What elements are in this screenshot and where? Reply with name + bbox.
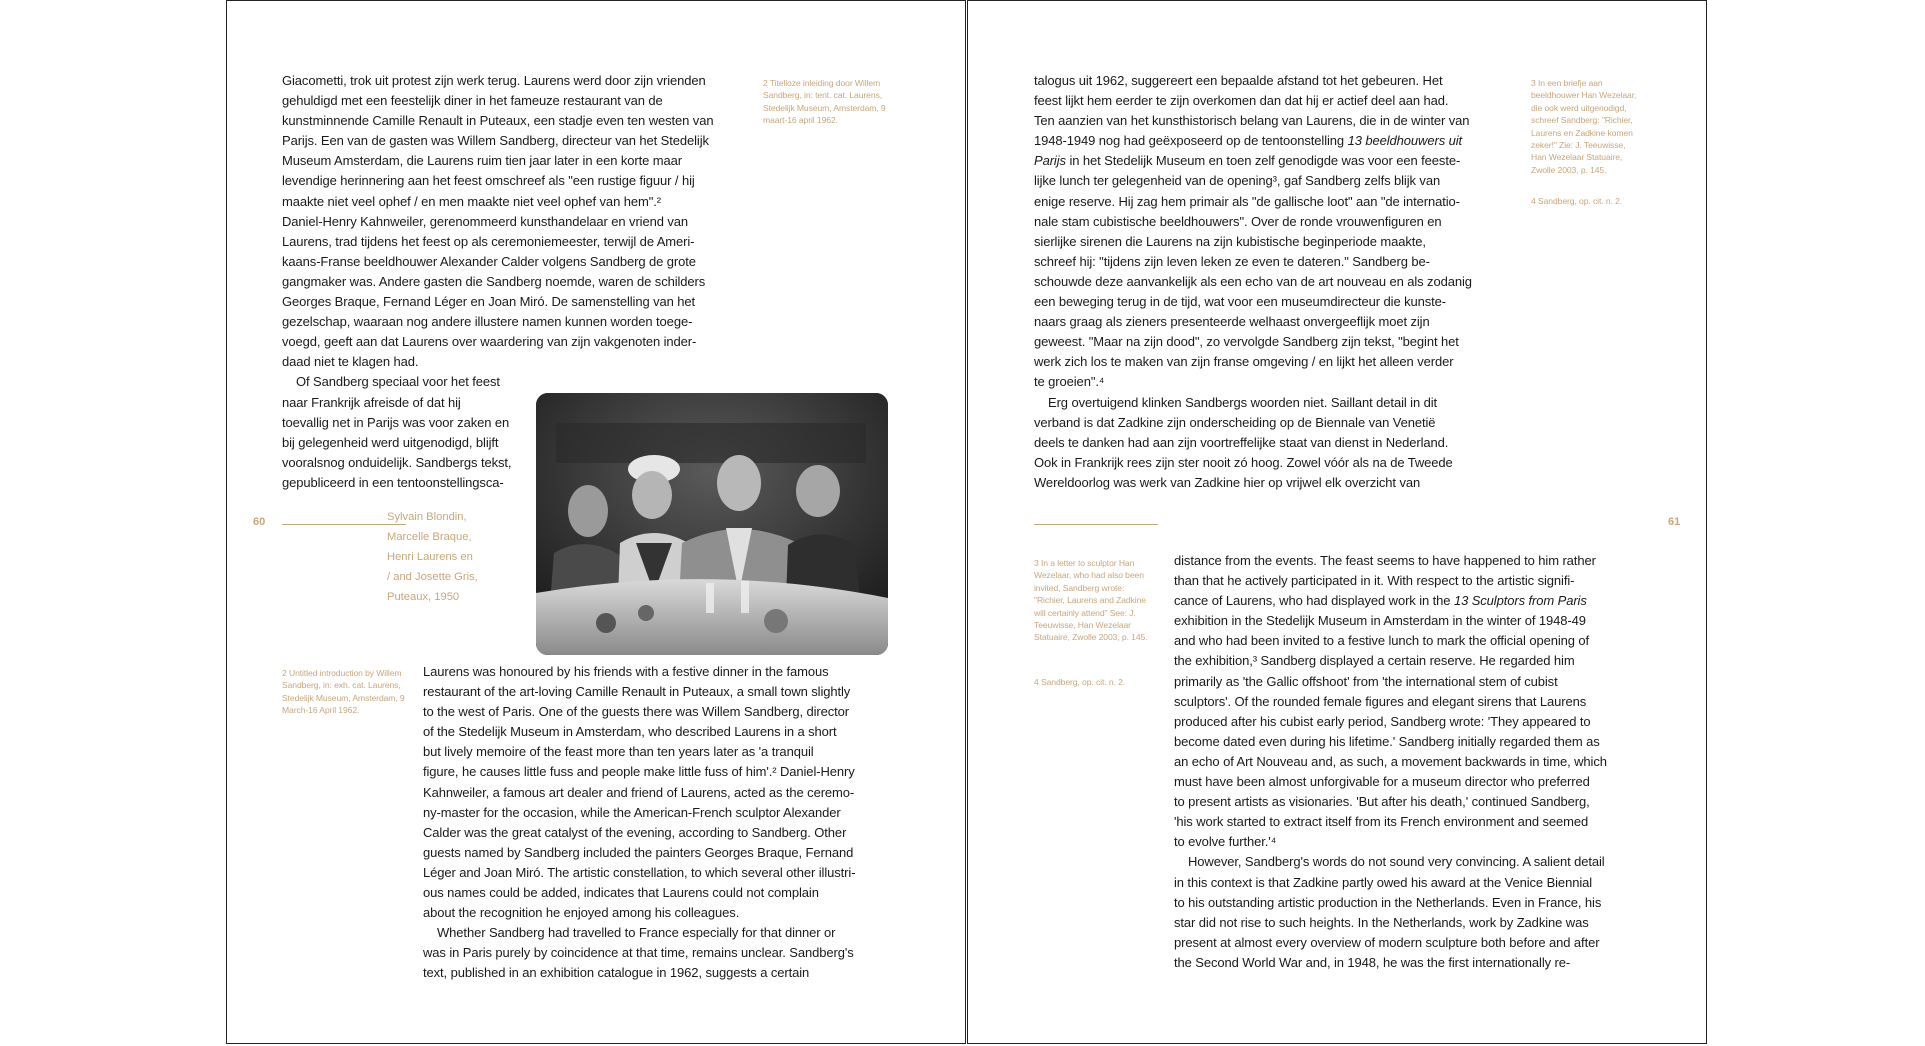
text-line: figure, he causes little fuss and people make little fuss of him'.² Daniel-Henry (423, 764, 855, 780)
text-line: ous names could be added, indicates that Laurens could not complain (423, 885, 819, 901)
text-line: Giacometti, trok uit protest zijn werk terug. Laurens werd door zijn vrienden (282, 73, 706, 88)
text-line: Georges Braque, Fernand Léger en Joan Miró. De samenstelling van het (282, 294, 696, 310)
footnote-4-dutch: 4 Sandberg, op. cit. n. 2. (1531, 196, 1623, 206)
exhibition-title: 13 beeldhouwers uit (1347, 133, 1463, 149)
dutch-para-1 (282, 71, 762, 372)
text-line: text, published in an exhibition catalogue in 1962, suggests a certain (423, 965, 810, 981)
text-line: primarily as 'the Gallic offshoot' from 'the international stem of cubist (1174, 673, 1558, 689)
exhibition-title: 13 Sculptors from Paris (1453, 593, 1587, 609)
text-line: Daniel-Henry Kahnweiler, gerenommeerd kunsthandelaar en vriend van (282, 213, 689, 229)
text-line: guests named by Sandberg included the painters Georges Braque, Fernand (423, 844, 854, 860)
text-line: about the recognition he enjoyed among his colleagues. (423, 905, 740, 921)
text-line: and who had been invited to a festive lunch to mark the official opening of (1174, 633, 1590, 649)
text-line: schreef hij: "tijdens zijn leven leken ze even te dateren." Sandberg be- (1034, 253, 1430, 269)
footnote-4-english: 4 Sandberg, op. cit. n. 2. (1034, 677, 1126, 687)
right-page (967, 0, 1707, 1044)
text-line: daad niet te klagen had. (282, 354, 419, 370)
text-line: Parijs. Een van de gasten was Willem Sandberg, directeur van het Stedelijk (282, 133, 709, 149)
text-line: to present artists as visionaries. 'But after his death,' continued Sandberg, (1174, 794, 1590, 810)
text-line: Of Sandberg speciaal voor het feest (296, 374, 500, 390)
text-line: kaans-Franse beeldhouwer Alexander Calder volgens Sandberg de grote (282, 253, 696, 269)
text-line: bij gelegenheid werd uitgenodigd, blijft (282, 434, 499, 450)
text-line: deels te danken had aan zijn voortreffelijke staat van dienst in Nederland. (1034, 434, 1449, 450)
text-line: Laurens was honoured by his friends with a festive dinner in the famous (423, 664, 829, 679)
text-line: sculptors'. Of the rounded female figures and elegant sirens that Laurens (1174, 693, 1587, 709)
text-line: of the Stedelijk Museum in Amsterdam, who described Laurens in a short (423, 724, 837, 740)
text-line (1034, 131, 1514, 151)
text-line: than that he actively participated in it. With respect to the artistic signifi- (1174, 573, 1575, 589)
text-line: must have been almost unforgivable for a museum director who preferred (1174, 774, 1590, 790)
text-span: in het Stedelijk Museum en toen zelf genodigde was voor een feeste- (1069, 153, 1461, 169)
text-line: kunstminnende Camille Renault in Puteaux, een stadje even ten westen van (282, 113, 714, 129)
text-line: gangmaker was. Andere gasten die Sandberg noemde, waren de schilders (282, 273, 706, 289)
text-line (1034, 151, 1514, 171)
text-line: Ten aanzien van het kunsthistorisch belang van Laurens, die in de winter van (1034, 113, 1470, 129)
text-line: Calder was the great catalyst of the evening, according to Sandberg. Other (423, 824, 847, 840)
text-line: verband is dat Zadkine zijn onderscheiding op de Biennale van Venetië (1034, 414, 1436, 430)
text-line: star did not rise to such heights. In the Netherlands, work by Zadkine was (1174, 914, 1589, 930)
text-line: lijke lunch ter gelegenheid van de opening³, gaf Sandberg zelfs blijk van (1034, 173, 1441, 189)
text-line: Museum Amsterdam, die Laurens ruim tien jaar later in een korte maar (282, 153, 682, 169)
english-text-right (1174, 551, 1654, 973)
text-line: sierlijke sirenen die Laurens na zijn kubistische beginperiode maakte, (1034, 233, 1426, 249)
caption-line: Marcelle Braque, (387, 531, 472, 544)
text-line: feest lijkt hem eerder te zijn overkomen dan dat hij er actief deel aan had. (1034, 93, 1449, 109)
text-line: Ook in Frankrijk rees zijn ster nooit zó hoog. Zowel vóór als na de Tweede (1034, 454, 1453, 470)
text-line (1174, 591, 1654, 611)
dutch-para-2 (282, 372, 532, 493)
left-page (226, 0, 966, 1044)
english-text-left (423, 662, 903, 984)
text-line: enige reserve. Hij zag hem primair als "de gallische loot" aan "de internatio- (1034, 193, 1460, 209)
text-line: toevallig net in Parijs was voor zaken en (282, 414, 510, 430)
text-line: distance from the events. The feast seems to have happened to him rather (1174, 553, 1596, 568)
text-line: was in Paris purely by coincidence at that time, remains unclear. Sandberg's (423, 945, 854, 961)
caption-line: / and Josette Gris, (387, 571, 478, 584)
text-line: Léger and Joan Miró. The artistic constellation, to which several other illustri- (423, 864, 856, 880)
page-number-left: 60 (253, 516, 266, 528)
footnote-3-dutch: 3 In een briefje aan beeldhouwer Han Wezelaar, die ook werd uitgenodigd, schreef Sandberg: "Richier, Laurens en Zadkine komen zeker!" Zie: J. Teeuwisse, Han Wezelaar Statuaire, Zwolle 2003, p. 145. (1531, 78, 1637, 175)
text-line: However, Sandberg's words do not sound very convincing. A salient detail (1188, 854, 1605, 870)
text-line: maakte niet veel ophef / en men maakte niet veel ophef van hem".² (282, 193, 661, 209)
text-line: an echo of Art Nouveau and, as such, a movement backwards in time, which (1174, 753, 1607, 769)
text-line: naar Frankrijk afreisde of dat hij (282, 394, 461, 410)
text-line: levendige herinnering aan het feest omschreef als "een rustige figuur / hij (282, 173, 695, 189)
text-line: to the west of Paris. One of the guests there was Willem Sandberg, director (423, 704, 850, 720)
text-line: present at almost every overview of modern sculpture both before and after (1174, 934, 1600, 950)
text-line: produced after his cubist early period, Sandberg wrote: 'They appeared to (1174, 713, 1591, 729)
page-rule-right (1034, 524, 1158, 525)
text-line: voegd, geeft aan dat Laurens over waardering van zijn vakgenoten inder- (282, 334, 697, 350)
text-line: Kahnweiler, a famous art dealer and friend of Laurens, acted as the ceremo- (423, 784, 855, 800)
book-spread (226, 0, 1709, 1046)
footnote-3-english: 3 In a letter to sculptor Han Wezelaar, who had also been invited, Sandberg wrote: "Richier, Laurens and Zadkine will certainly attend" See: J. Teeuwisse, Han Wezelaar Statuaire, Zwolle 2003, p. 145. (1034, 558, 1148, 643)
text-line: vooralsnog onduidelijk. Sandbergs tekst, (282, 454, 512, 470)
text-line: the Second World War and, in 1948, he was the first internationally re- (1174, 954, 1571, 970)
text-line: gepubliceerd in een tentoonstellingsca- (282, 474, 504, 490)
text-line: schouwde deze aanvankelijk als een echo van de art nouveau en als zodanig (1034, 273, 1472, 289)
text-line: Laurens, trad tijdens het feest op als ceremoniemeester, terwijl de Ameri- (282, 233, 695, 249)
caption-line: Sylvain Blondin, (387, 511, 467, 523)
text-line: gezelschap, waaraan nog andere illustere namen kunnen worden toege- (282, 314, 693, 330)
text-line: te groeien".⁴ (1034, 374, 1105, 390)
page-rule-left (282, 524, 406, 525)
historic-photo (536, 393, 888, 655)
photo-caption (387, 507, 507, 607)
text-line: geweest. "Maar na zijn dood", zo vervolgde Sandberg zijn tekst, "begint het (1034, 334, 1459, 350)
dutch-text-right (1034, 71, 1514, 493)
caption-line: Puteaux, 1950 (387, 591, 460, 604)
text-span: cance of Laurens, who had displayed work in the (1174, 593, 1451, 609)
exhibition-title: Parijs (1034, 153, 1066, 169)
text-line: to evolve further.'⁴ (1174, 834, 1277, 850)
text-line: the exhibition,³ Sandberg displayed a certain reserve. He regarded him (1174, 653, 1575, 669)
text-line: werk zich los te maken van zijn franse omgeving / en lijkt het alleen verder (1034, 354, 1454, 370)
text-line: but lively memoire of the feast more than ten years later as 'a tranquil (423, 744, 814, 760)
text-span: 1948-1949 nog had geëxposeerd op de tentoonstelling (1034, 133, 1345, 149)
text-line: become dated even during his lifetime.' Sandberg initially regarded them as (1174, 733, 1600, 749)
page-number-right: 61 (1668, 516, 1681, 528)
text-line: Wereldoorlog was werk van Zadkine hier op vrijwel elk overzicht van (1034, 474, 1421, 490)
footnote-2-dutch: 2 Titelloze inleiding door Willem Sandberg, in: tent. cat. Laurens, Stedelijk Museum, Amsterdam, 9 maart-16 april 1962. (763, 78, 886, 126)
text-line: to his outstanding artistic production in the Netherlands. Even in France, his (1174, 894, 1602, 910)
footnote-2-english: 2 Untitled introduction by Willem Sandberg, in: exh. cat. Laurens, Stedelijk Museum, Amsterdam, 9 March-16 April 1962. (282, 668, 405, 716)
text-line: talogus uit 1962, suggereert een bepaalde afstand tot het gebeuren. Het (1034, 73, 1443, 88)
text-line: 'his work started to extract itself from its French environment and seemed (1174, 814, 1589, 830)
text-line: Erg overtuigend klinken Sandbergs woorden niet. Saillant detail in dit (1048, 394, 1438, 410)
caption-line: Henri Laurens en (387, 551, 473, 564)
photo-illustration (536, 393, 888, 655)
text-line: nale stam cubistische beeldhouwers". Over de ronde vrouwenfiguren en (1034, 213, 1442, 229)
text-line: gehuldigd met een feestelijk diner in het fameuze restaurant van de (282, 93, 663, 109)
text-line: exhibition in the Stedelijk Museum in Amsterdam in the winter of 1948-49 (1174, 613, 1586, 629)
text-line: naars graag als zieners presenteerde welhaast onvergeeflijk moet zijn (1034, 314, 1430, 330)
text-line: in this context is that Zadkine partly owed his award at the Venice Biennial (1174, 874, 1593, 890)
text-line: Whether Sandberg had travelled to France especially for that dinner or (437, 925, 836, 941)
text-line: ny-master for the occasion, while the American-French sculptor Alexander (423, 804, 841, 820)
text-line: restaurant of the art-loving Camille Renault in Puteaux, a small town slightly (423, 684, 851, 700)
text-line: een beweging terug in de tijd, wat voor een museumdirecteur die kunste- (1034, 294, 1447, 310)
